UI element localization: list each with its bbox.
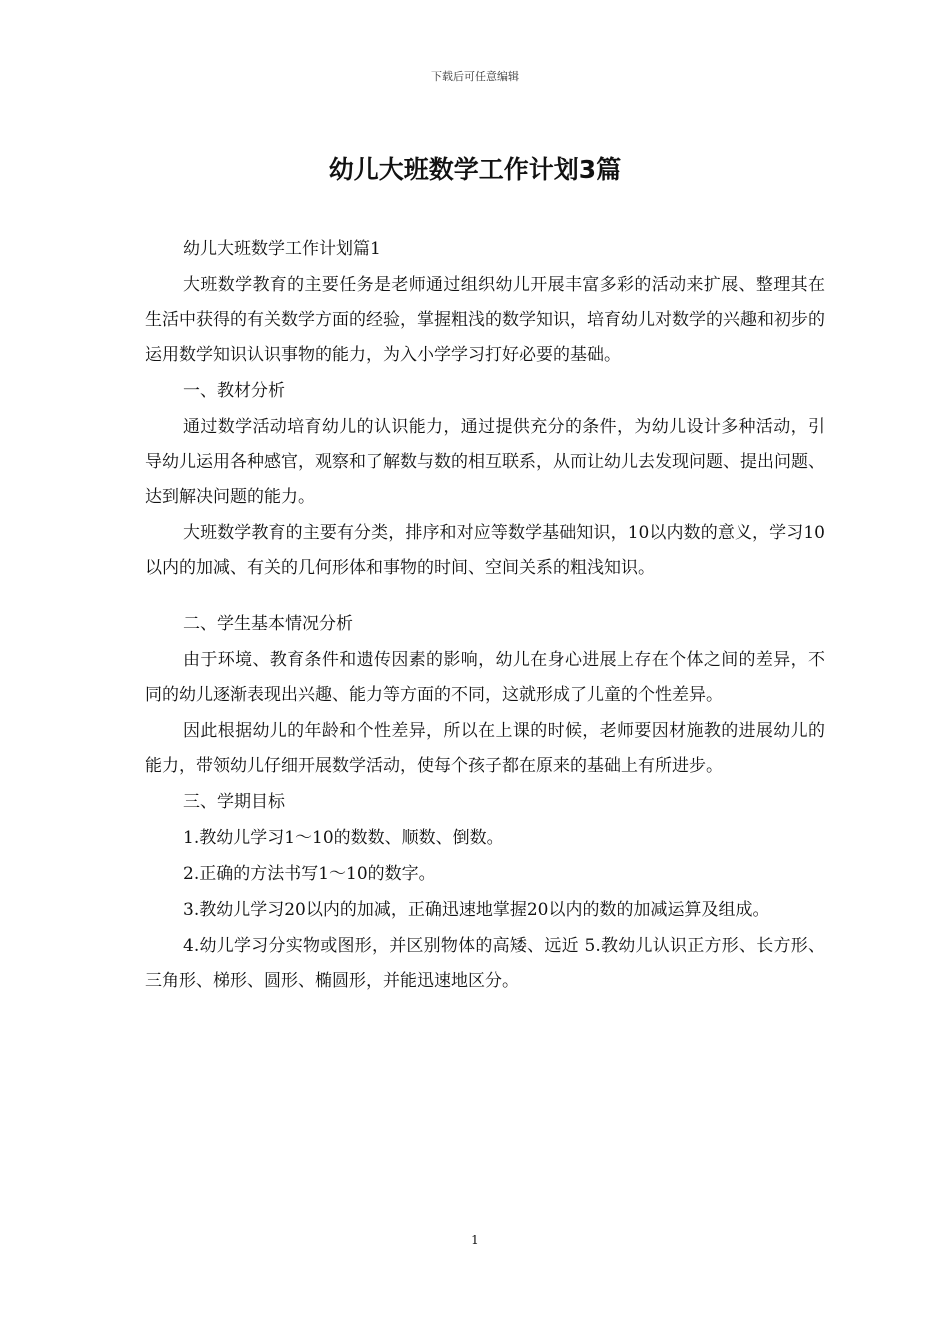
goal-item-4: 4.幼儿学习分实物或图形，并区别物体的高矮、远近 5.教幼儿认识正方形、长方形、三角形、梯形、圆形、椭圆形，并能迅速地区分。 — [145, 936, 825, 991]
material-analysis-paragraph-1: 通过数学活动培育幼儿的认识能力，通过提供充分的条件，为幼儿设计多种活动，引导幼儿运用各种感官，观察和了解数与数的相互联系，从而让幼儿去发现问题、提出问题、达到解决问题的能力。 — [145, 417, 825, 507]
paragraph-gap — [145, 587, 825, 607]
section-heading-plan-1: 幼儿大班数学工作计划篇1 — [183, 239, 381, 259]
page-header-note: 下载后可任意编辑 — [431, 70, 519, 83]
section-heading-student-analysis: 二、学生基本情况分析 — [183, 614, 353, 634]
goal-item-3: 3.教幼儿学习20以内的加减，正确迅速地掌握20以内的数的加减运算及组成。 — [183, 900, 770, 920]
goal-item-1: 1.教幼儿学习1～10的数数、顺数、倒数。 — [183, 828, 504, 848]
material-analysis-paragraph-2: 大班数学教育的主要有分类，排序和对应等数学基础知识，10以内数的意义，学习10以内的加减、有关的几何形体和事物的时间、空间关系的粗浅知识。 — [145, 523, 825, 578]
section-heading-material-analysis: 一、教材分析 — [183, 381, 285, 401]
section-heading-term-goals: 三、学期目标 — [183, 792, 285, 812]
intro-paragraph: 大班数学教育的主要任务是老师通过组织幼儿开展丰富多彩的活动来扩展、整理其在生活中获得的有关数学方面的经验，掌握粗浅的数学知识，培育幼儿对数学的兴趣和初步的运用数学知识认识事物的能力，为入小学学习打好必要的基础。 — [145, 275, 825, 365]
student-analysis-paragraph-1: 由于环境、教育条件和遗传因素的影响，幼儿在身心进展上存在个体之间的差异，不同的幼儿逐渐表现出兴趣、能力等方面的不同，这就形成了儿童的个性差异。 — [145, 650, 825, 705]
page-number: 1 — [471, 1233, 479, 1247]
student-analysis-paragraph-2: 因此根据幼儿的年龄和个性差异，所以在上课的时候，老师要因材施教的进展幼儿的能力，带领幼儿仔细开展数学活动，使每个孩子都在原来的基础上有所进步。 — [145, 721, 825, 776]
document-title: 幼儿大班数学工作计划3篇 — [328, 155, 622, 184]
goal-item-2: 2.正确的方法书写1～10的数字。 — [183, 864, 436, 884]
document-body — [145, 232, 825, 1000]
